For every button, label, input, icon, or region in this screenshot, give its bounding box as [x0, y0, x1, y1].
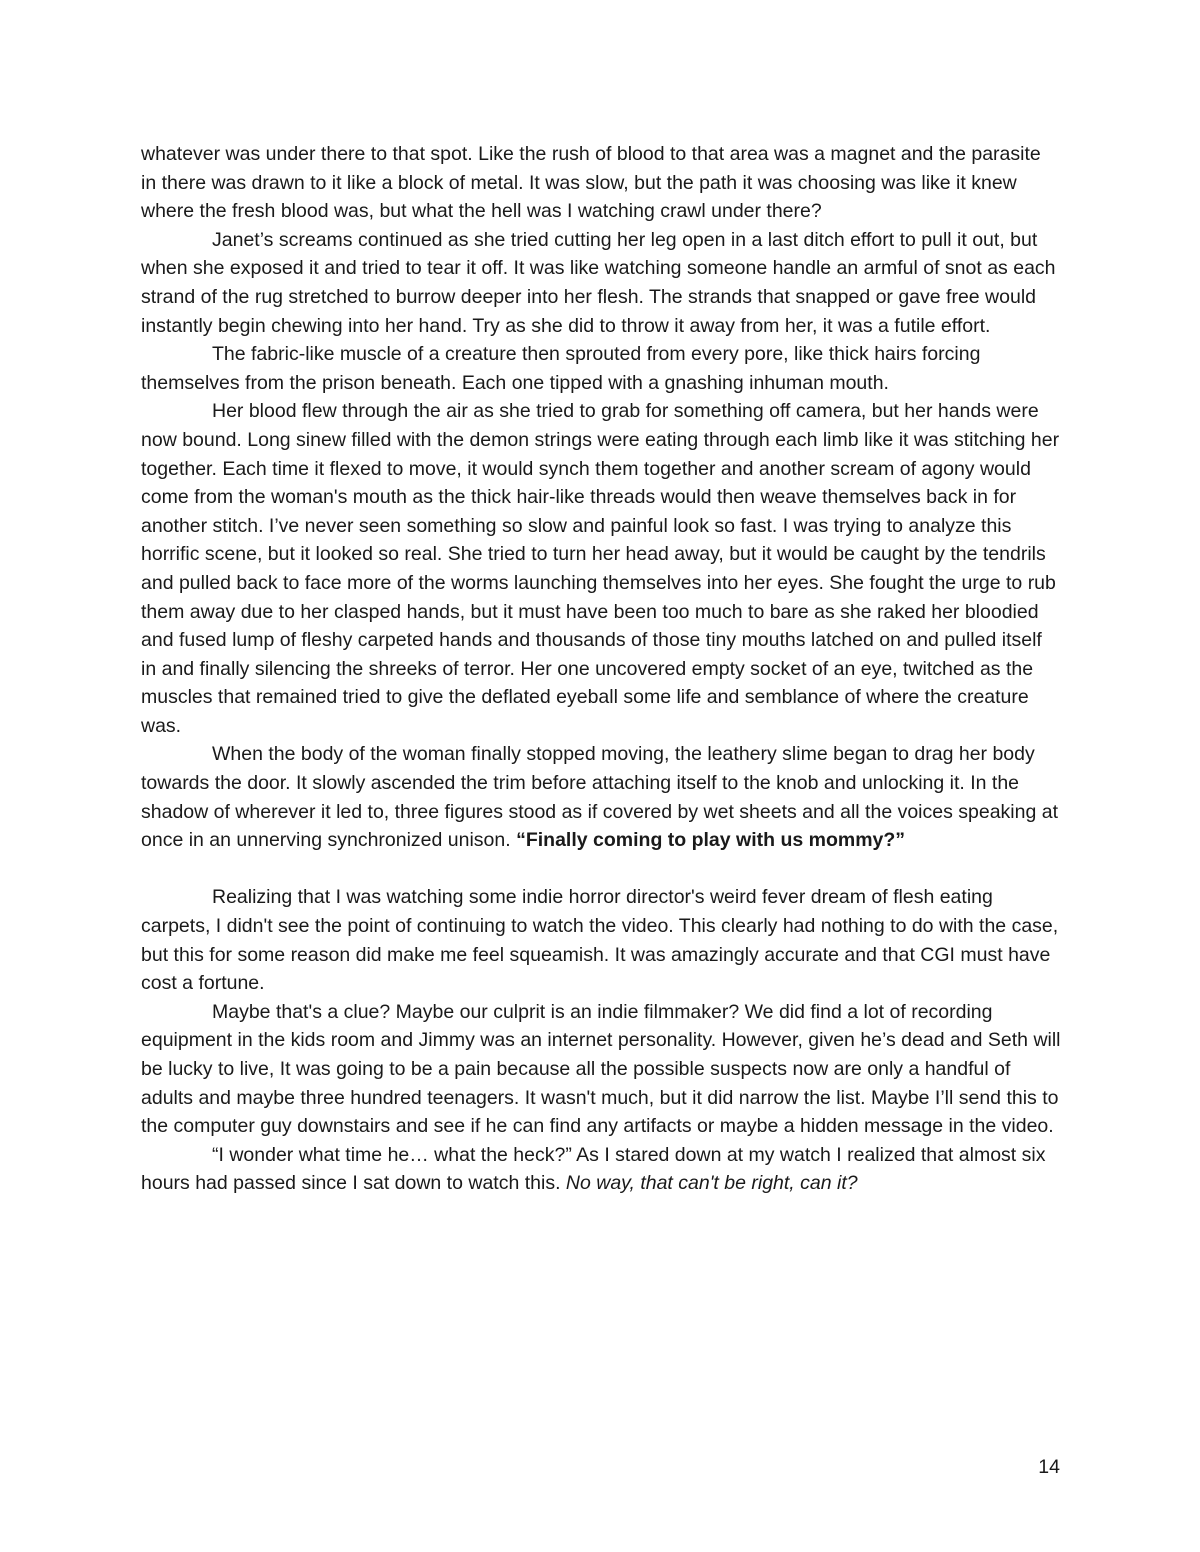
page-body — [141, 140, 1061, 1198]
paragraph: The fabric-like muscle of a creature then sprouted from every pore, like thick hairs forcing themselves from the prison beneath. Each one tipped with a gnashing inhuman mouth. — [141, 343, 981, 394]
page-number: 14 — [1038, 1456, 1060, 1478]
paragraph — [141, 740, 1061, 854]
thought-italic: No way, that can't be right, can it? — [565, 1172, 858, 1195]
paragraph: Janet’s screams continued as she tried cutting her leg open in a last ditch effort to pull it out, but when she exposed it and tried to tear it off. It was like watching someone handle an armful of snot as each strand of the rug stretched to burrow deeper into her flesh. The strands that snapped or gave free would instantly begin chewing into her hand. Try as she did to throw it away from her, it was a futile effort. — [141, 228, 1056, 337]
paragraph: whatever was under there to that spot. Like the rush of blood to that area was a magnet and the parasite in there was drawn to it like a block of metal. It was slow, but the path it was choosing was like it knew where the fresh blood was, but what the hell was I watching crawl under there? — [141, 143, 1041, 223]
paragraph-text: When the body of the woman finally stopped moving, the leathery slime began to drag her body towards the door. It slowly ascended the trim before attaching itself to the knob and unlocking it. In the shadow of wherever it led to, three figures stood as if covered by wet sheets and all the voices speaking at once in an unnerving synchronized unison. — [141, 743, 1059, 852]
dialogue-bold: “Finally coming to play with us mommy?” — [516, 829, 906, 852]
paragraph: Maybe that's a clue? Maybe our culprit is an indie filmmaker? We did find a lot of recording equipment in the kids room and Jimmy was an internet personality. However, given he’s dead and Seth will be lucky to live, It was going to be a pain because all the possible suspects now are only a handful of adults and maybe three hundred teenagers. It wasn't much, but it did narrow the list. Maybe I’ll send this to the computer guy downstairs and see if he can find any artifacts or maybe a hidden message in the video. — [141, 1000, 1061, 1138]
paragraph: Her blood flew through the air as she tried to grab for something off camera, but her hands were now bound. Long sinew filled with the demon strings were eating through each limb like it was stitching her together. Each time it flexed to move, it would synch them together and another scream of agony would come from the woman's mouth as the thick hair-like threads would then weave themselves back in for another stitch. I’ve never seen something so slow and painful look so fast. I was trying to analyze this horrific scene, but it looked so real. She tried to turn her head away, but it would be caught by the tendrils and pulled back to face more of the worms launching themselves into her eyes. She fought the urge to rub them away due to her clasped hands, but it must have been too much to bare as she raked her bloodied and fused lump of fleshy carpeted hands and thousands of those tiny mouths latched on and pulled itself in and finally silencing the shreeks of terror. Her one uncovered empty socket of an eye, twitched as the muscles that remained tried to give the deflated eyeball some life and semblance of where the creature was. — [141, 400, 1060, 737]
paragraph: Realizing that I was watching some indie horror director's weird fever dream of flesh eating carpets, I didn't see the point of continuing to watch the video. This clearly had nothing to do with the case, but this for some reason did make me feel squeamish. It was amazingly accurate and that CGI must have cost a fortune. — [141, 886, 1059, 995]
section-break — [141, 855, 1061, 884]
paragraph — [141, 1141, 1061, 1198]
paragraph-text: “I wonder what time he… what the heck?” As I stared down at my watch I realized that almost six hours had passed since I sat down to watch this. — [141, 1143, 1046, 1195]
